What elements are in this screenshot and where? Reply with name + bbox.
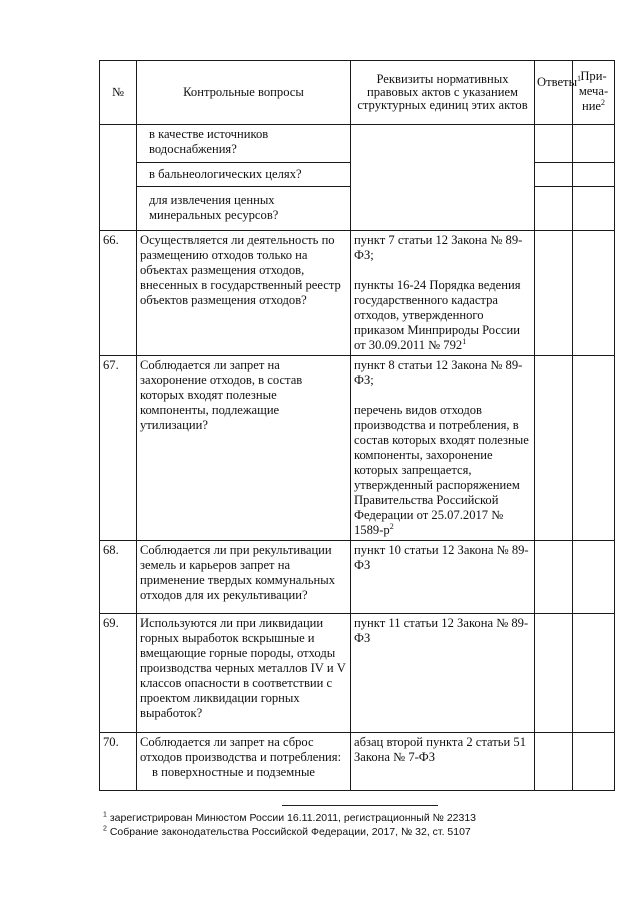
header-question: Контрольные вопросы <box>137 61 351 125</box>
sub-row <box>100 125 615 163</box>
note-cell[interactable] <box>573 125 615 163</box>
row-requisites: пункт 8 статьи 12 Закона № 89-ФЗ; перечень видов отходов производства и потребления, в состав которых входят полезные компоненты, захоронение которых запрещается, утвержденный распоряжением Правительства Российской Федерации от 25.07.2017 № $1589-р^2$ <box>351 356 535 541</box>
row-question: Соблюдается ли при рекультивации земель и карьеров запрет на применение твердых коммунальных отходов для их рекультивации? <box>137 541 351 614</box>
footnote-divider <box>282 805 438 806</box>
header-requisites: Реквизиты нормативных правовых актов с указанием структурных единиц этих актов <box>351 61 535 125</box>
header-row <box>100 61 615 125</box>
answer-cell[interactable] <box>535 163 573 187</box>
answer-cell[interactable] <box>535 356 573 541</box>
num-cell <box>100 125 137 231</box>
footnote-2: $^2$ Собрание законодательства Российской Федерации, 2017, № 32, ст. 5107 <box>103 825 471 838</box>
sub-question: в качестве источников водоснабжения? <box>137 125 351 163</box>
row-number: 68. <box>100 541 137 614</box>
row-number: 67. <box>100 356 137 541</box>
answer-cell[interactable] <box>535 733 573 791</box>
row-requisites: пункт 7 статьи 12 Закона № 89-ФЗ; пункты 16-24 Порядка ведения государственного кадастра отходов, утвержденного приказом Минприроды России от 30.09.2011 № $792^1$ <box>351 231 535 356</box>
note-cell[interactable] <box>573 356 615 541</box>
answer-cell[interactable] <box>535 187 573 231</box>
row-question: Используются ли при ликвидации горных выработок вскрышные и вмещающие горные породы, отходы производства черных металлов IV и V классов опасности в соответствии с проектом ликвидации горных выработок? <box>137 614 351 733</box>
note-cell[interactable] <box>573 733 615 791</box>
row-question: Соблюдается ли запрет на сброс отходов производства и потребления: в поверхностные и подземные <box>137 733 351 791</box>
sub-question: в бальнеологических целях? <box>137 163 351 187</box>
table-row <box>100 733 615 791</box>
answer-cell[interactable] <box>535 231 573 356</box>
note-cell[interactable] <box>573 614 615 733</box>
row-number: 66. <box>100 231 137 356</box>
header-note: При-меча-ние$^2$ <box>573 61 615 125</box>
requisites-cell <box>351 125 535 231</box>
row-question: Осуществляется ли деятельность по размещению отходов только на объектах размещения отходов, внесенных в государственный реестр объектов размещения отходов? <box>137 231 351 356</box>
row-question: Соблюдается ли запрет на захоронение отходов, в состав которых входят полезные компоненты, подлежащие утилизации? <box>137 356 351 541</box>
header-num: № <box>100 61 137 125</box>
row-requisites: пункт 10 статьи 12 Закона № 89-ФЗ <box>351 541 535 614</box>
table-row <box>100 231 615 356</box>
note-cell[interactable] <box>573 231 615 356</box>
answer-cell[interactable] <box>535 614 573 733</box>
checklist-table <box>99 60 615 791</box>
note-cell[interactable] <box>573 187 615 231</box>
note-cell[interactable] <box>573 541 615 614</box>
row-requisites: пункт 11 статьи 12 Закона № 89-ФЗ <box>351 614 535 733</box>
table-row <box>100 356 615 541</box>
header-answer: Ответы$^1$ <box>535 61 573 125</box>
table-row <box>100 614 615 733</box>
table-row <box>100 541 615 614</box>
footnote-1: $^1$ зарегистрирован Минюстом России 16.11.2011, регистрационный № 22313 <box>103 811 477 824</box>
sub-question: для извлечения ценных минеральных ресурсов? <box>137 187 351 231</box>
row-requisites: абзац второй пункта 2 статьи 51 Закона № 7-ФЗ <box>351 733 535 791</box>
note-cell[interactable] <box>573 163 615 187</box>
row-number: 69. <box>100 614 137 733</box>
answer-cell[interactable] <box>535 125 573 163</box>
row-number: 70. <box>100 733 137 791</box>
answer-cell[interactable] <box>535 541 573 614</box>
